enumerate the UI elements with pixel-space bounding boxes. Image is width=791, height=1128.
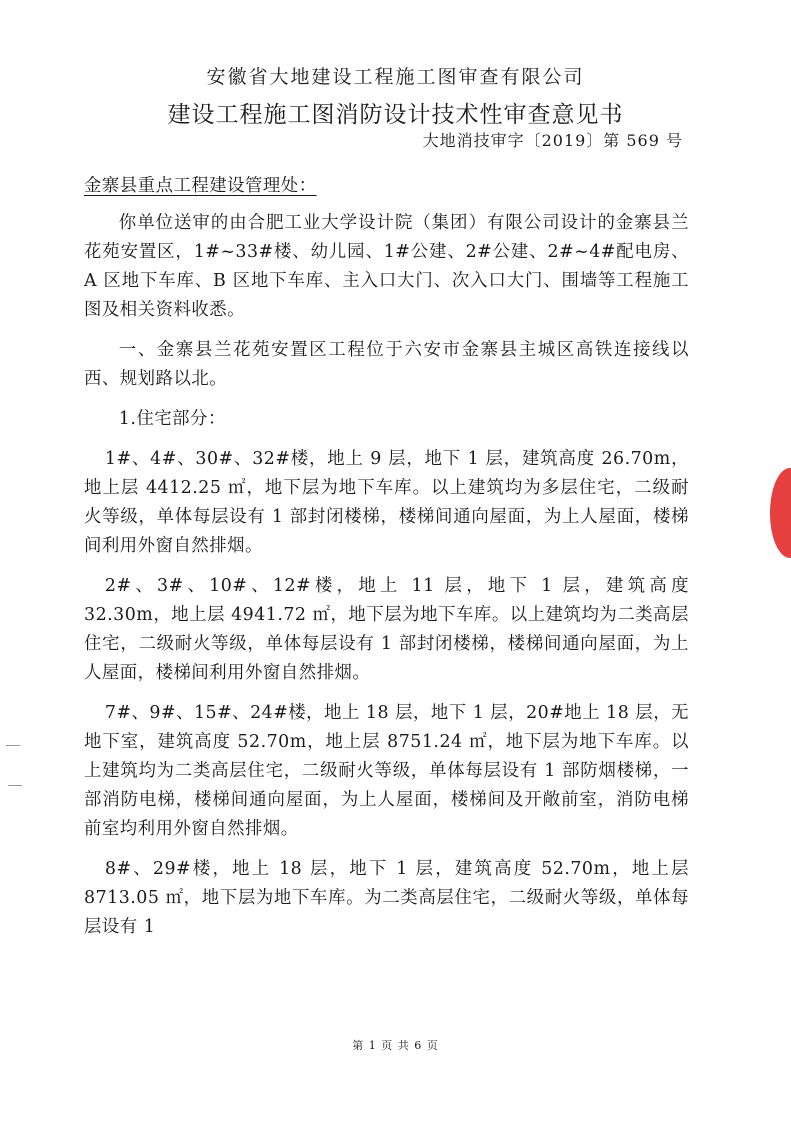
paragraph-location: 一、金寨县兰花苑安置区工程位于六安市金寨县主城区高铁连接线以西、规划路以北。	[84, 340, 689, 389]
paragraph-building-group-1: 1#、4#、30#、32#楼，地上 9 层，地下 1 层，建筑高度 26.70m，地上层 4412.25 ㎡，地下层为地下车库。以上建筑均为多层住宅，二级耐火等级，单体每层设有 1 部封闭楼梯，楼梯间通向屋面，为上人屋面，楼梯间利用外窗自然排烟。	[84, 449, 689, 556]
seal-stamp-edge	[770, 468, 791, 558]
scan-mark	[8, 785, 22, 786]
scan-mark	[6, 745, 20, 746]
document-title: 建设工程施工图消防设计技术性审查意见书	[167, 102, 624, 128]
paragraph-intro: 你单位送审的由合肥工业大学设计院（集团）有限公司设计的金寨县兰花苑安置区，1#~33#楼、幼儿园、1#公建、2#公建、2#~4#配电房、A 区地下车库、B 区地下车库、主入口大门、次入口大门、围墙等工程施工图及相关资料收悉。	[84, 213, 689, 320]
document-body	[84, 172, 689, 953]
paragraph-building-group-4: 8#、29#楼，地上 18 层，地下 1 层，建筑高度 52.70m，地上层 8713.05 ㎡，地下层为地下车库。为二类高层住宅，二级耐火等级，单体每层设有 1	[84, 859, 689, 937]
paragraph-building-group-3: 7#、9#、15#、24#楼，地上 18 层，地下 1 层，20#地上 18 层，无地下室，建筑高度 52.70m，地上层 8751.24 ㎡，地下层为地下车库。以上建筑均为二类高层住宅，二级耐火等级，单体每层设有 1 部防烟楼梯，一部消防电梯，楼梯间通向屋面，为上人屋面，楼梯间及开敞前室，消防电梯前室均利用外窗自然排烟。	[84, 703, 689, 839]
page-footer: 第 1 页 共 6 页	[352, 1039, 439, 1052]
paragraph-building-group-2: 2#、3#、10#、12#楼，地上 11 层，地下 1 层，建筑高度 32.30m，地上层 4941.72 ㎡，地下层为地下车库。以上建筑均为二类高层住宅，二级耐火等级，单体每层设有 1 部封闭楼梯，楼梯间通向屋面，为上人屋面，楼梯间利用外窗自然排烟。	[84, 576, 689, 683]
addressee: 金寨县重点工程建设管理处：	[84, 176, 317, 196]
document-number: 大地消技审字〔2019〕第 569 号	[422, 131, 683, 150]
company-name: 安徽省大地建设工程施工图审查有限公司	[206, 66, 585, 88]
paragraph-residential-heading: 1.住宅部分：	[118, 409, 226, 429]
